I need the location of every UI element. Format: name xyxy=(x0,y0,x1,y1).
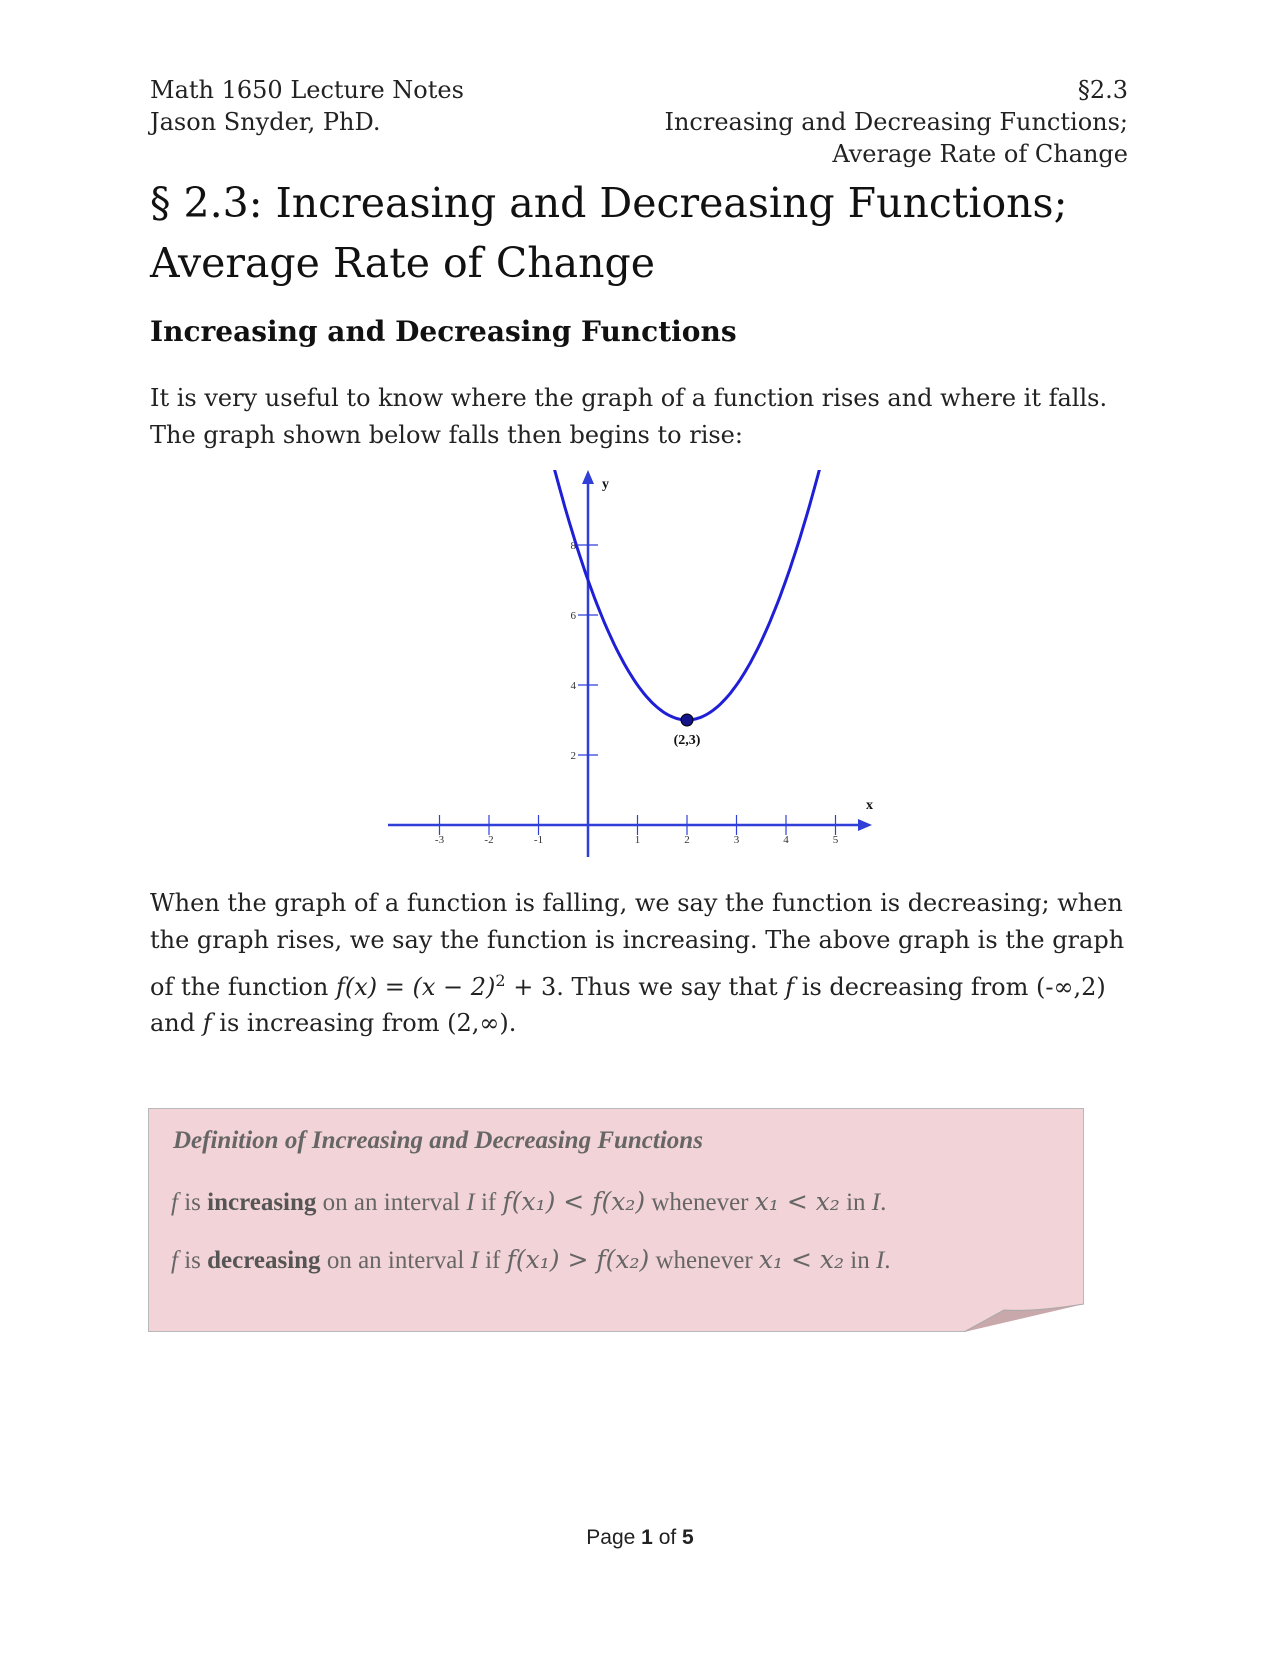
x-tick-label: -1 xyxy=(533,834,544,846)
fx-plus: + 3. xyxy=(505,973,564,1001)
definition-box xyxy=(148,1108,1084,1332)
def-period: . xyxy=(884,1247,891,1274)
title-line1: § 2.3: Increasing and Decreasing Functions; xyxy=(150,179,1068,227)
footer-page-total: 5 xyxy=(682,1526,694,1549)
def-condition: f(x₁) > f(x₂) xyxy=(506,1245,650,1274)
def-whenever: whenever xyxy=(649,1247,759,1274)
x-tick-label: -3 xyxy=(434,834,445,846)
section-topic-line1: Increasing and Decreasing Functions; xyxy=(664,108,1128,136)
author-name: Jason Snyder, PhD. xyxy=(150,108,381,136)
def-interval-2: I xyxy=(875,1247,885,1274)
def-is: is xyxy=(177,1189,208,1216)
line3-post: is decreasing from (-∞,2) xyxy=(794,973,1106,1001)
def-f: f xyxy=(171,1247,178,1274)
x-tick-label: 2 xyxy=(684,834,690,846)
def-is: is xyxy=(177,1247,208,1274)
def-condition: f(x₁) < f(x₂) xyxy=(502,1187,646,1216)
page-title xyxy=(150,173,1150,293)
page-curl-icon xyxy=(964,1302,1084,1332)
y-axis-label: y xyxy=(602,477,609,492)
def-whenever: whenever xyxy=(645,1189,755,1216)
y-tick-label: 4 xyxy=(570,680,576,692)
x-tick-label: 5 xyxy=(832,834,839,846)
def-in: in xyxy=(839,1189,872,1216)
def-on: on an interval xyxy=(320,1247,471,1274)
explanation-paragraph xyxy=(150,885,1140,1043)
parabola-curve xyxy=(552,470,847,720)
def-if: if xyxy=(474,1189,503,1216)
section-topic-line2: Average Rate of Change xyxy=(832,140,1128,168)
running-header-left xyxy=(150,74,464,138)
definition-increasing xyxy=(171,1187,886,1217)
explanation-line1: When the graph of a function is falling, we say the function is decreasing; when xyxy=(150,889,1123,917)
x-tick-label: 1 xyxy=(634,834,641,846)
line4-pre: and xyxy=(150,1009,203,1037)
x-tick-label: -2 xyxy=(484,834,494,846)
x-tick-label: 4 xyxy=(783,834,789,846)
y-tick-label: 6 xyxy=(570,610,576,622)
line3-mid: Thus we say that xyxy=(563,973,786,1001)
def-on: on an interval xyxy=(316,1189,467,1216)
def-decreasing-term: decreasing xyxy=(207,1247,321,1274)
title-line2: Average Rate of Change xyxy=(150,239,656,287)
vertex-label: (2,3) xyxy=(673,733,701,748)
footer-page-word: Page xyxy=(586,1526,636,1549)
section-heading: Increasing and Decreasing Functions xyxy=(150,315,737,348)
fx-arg: (x) xyxy=(344,973,378,1001)
def-interval: I xyxy=(466,1189,475,1216)
def-interval: I xyxy=(470,1247,479,1274)
parabola-graph xyxy=(380,470,900,870)
y-tick-label: 2 xyxy=(570,750,576,762)
intro-line2: The graph shown below falls then begins to rise: xyxy=(150,421,743,449)
fx-exponent: 2 xyxy=(495,971,506,990)
section-number: §2.3 xyxy=(1077,76,1128,104)
def-interval-2: I xyxy=(871,1189,881,1216)
vertex-point xyxy=(681,714,693,726)
y-tick-label: 8 xyxy=(570,540,576,552)
course-title: Math 1650 Lecture Notes xyxy=(150,76,464,104)
fx-equation: = (x − 2) xyxy=(377,973,496,1001)
line4-post: is increasing from (2,∞). xyxy=(211,1009,517,1037)
intro-line1: It is very useful to know where the graph of a function rises and where it falls. xyxy=(150,384,1108,412)
f-italic: f xyxy=(785,973,795,1001)
footer-of-word: of xyxy=(658,1526,677,1549)
intro-paragraph xyxy=(150,380,1140,454)
x-axis-arrow xyxy=(858,819,872,831)
page-footer xyxy=(0,1526,1280,1550)
def-in: in xyxy=(844,1247,876,1274)
definition-title: Definition of Increasing and Decreasing Functions xyxy=(173,1127,703,1154)
line3-pre: of the function xyxy=(150,973,336,1001)
fx-name: f xyxy=(336,973,345,1001)
def-period: . xyxy=(880,1189,887,1216)
f-italic-2: f xyxy=(202,1009,212,1037)
x-tick-label: 3 xyxy=(733,834,740,846)
footer-page-number: 1 xyxy=(641,1526,653,1549)
def-if: if xyxy=(478,1247,507,1274)
definition-decreasing xyxy=(171,1245,891,1275)
explanation-line3 xyxy=(150,959,1140,1003)
explanation-line2: the graph rises, we say the function is increasing. The above graph is the graph xyxy=(150,926,1125,954)
explanation-line4 xyxy=(150,1003,1140,1043)
y-axis-arrow xyxy=(582,470,594,484)
def-f: f xyxy=(171,1189,178,1216)
x-axis-label: x xyxy=(866,798,873,813)
running-header-right xyxy=(664,74,1128,170)
def-increasing-term: increasing xyxy=(207,1189,317,1216)
def-relation: x₁ < x₂ xyxy=(758,1245,844,1274)
def-relation: x₁ < x₂ xyxy=(754,1187,840,1216)
